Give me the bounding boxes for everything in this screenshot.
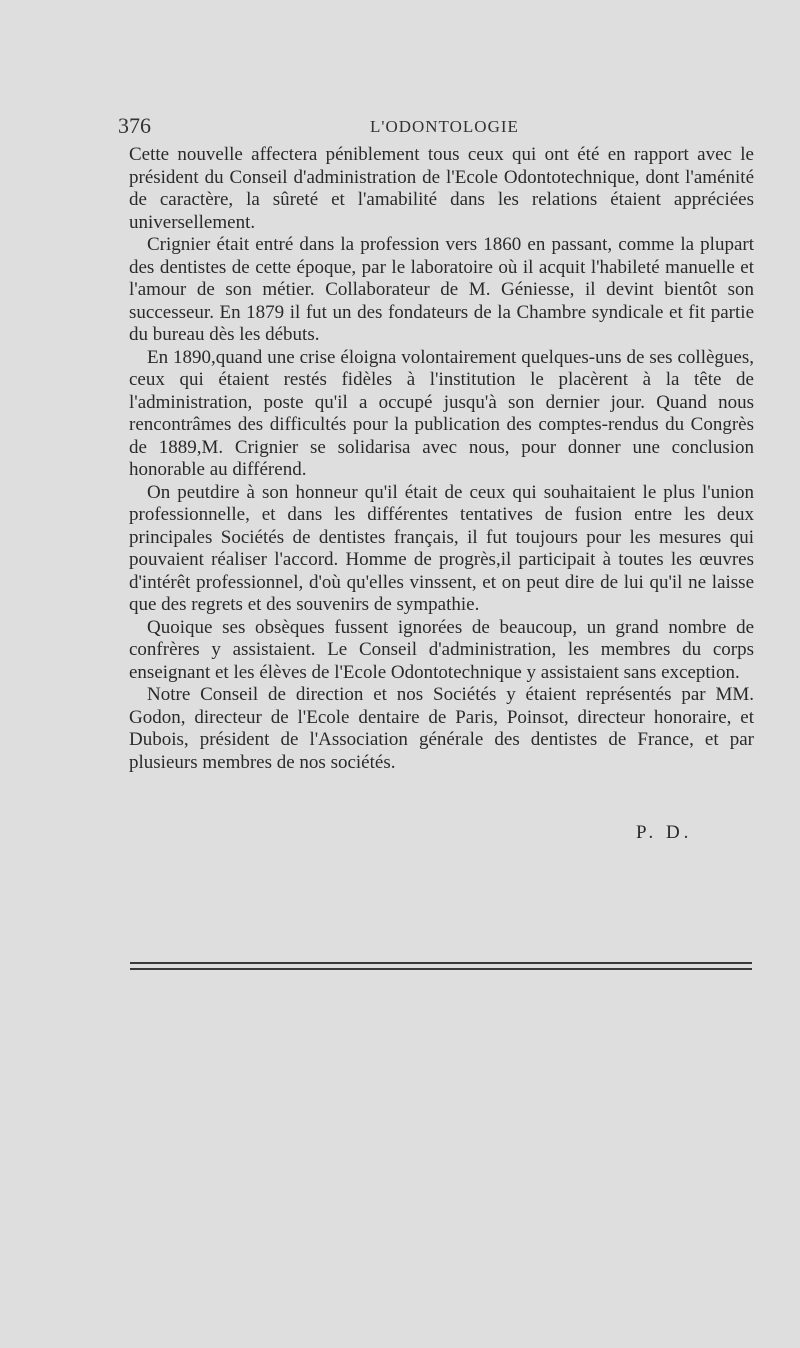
paragraph-1: Cette nouvelle affectera péniblement tous ceux qui ont été en rapport avec le président du Conseil d'administration de l'Ecole Odontotechnique, dont l'aménité de caractère, la sûreté et l'amabilité dans les relations étaient appréciées universellement. <box>129 144 754 233</box>
page-header <box>118 113 758 143</box>
page-number: 376 <box>118 113 151 138</box>
running-title: L'ODONTOLOGIE <box>370 117 519 136</box>
paragraph-3: En 1890,quand une crise éloigna volontairement quelques-uns de ses collègues, ceux qui étaient restés fidèles à l'institution le placèrent à la tête de l'administration, poste qu'il a occupé jusqu'à son dernier jour. Quand nous rencontrâmes des difficultés pour la publication des comptes-rendus du Congrès de 1889,M. Crignier se solidarisa avec nous, pour donner une conclusion honorable au différend. <box>129 346 754 480</box>
section-divider <box>130 962 752 972</box>
paragraph-6: Notre Conseil de direction et nos Sociétés y étaient représentés par MM. Godon, directeur de l'Ecole dentaire de Paris, Poinsot, directeur honoraire, et Dubois, président de l'Association générale des dentistes de France, et par plusieurs membres de nos sociétés. <box>129 684 754 773</box>
paragraph-4: On peutdire à son honneur qu'il était de ceux qui souhaitaient le plus l'union professionnelle, et dans les différentes tentatives de fusion entre les deux principales Sociétés de dentistes français, il fut toujours pour les mesures qui pouvaient réaliser l'accord. Homme de progrès,il participait à toutes les œuvres d'intérêt professionnel, d'où qu'elles vinssent, et on peut dire de lui qu'il ne laisse que des regrets et des souvenirs de sympathie. <box>129 481 754 615</box>
divider-line-bottom <box>130 968 752 970</box>
paragraph-2: Crignier était entré dans la profession vers 1860 en passant, comme la plupart des dentistes de cette époque, par le laboratoire où il acquit l'habileté manuelle et l'amour de son métier. Collaborateur de M. Géniesse, il devint bientôt son successeur. En 1879 il fut un des fondateurs de la Chambre syndicale et fit partie du bureau dès les débuts. <box>129 234 754 345</box>
divider-line-top <box>130 962 752 964</box>
signature: P. D. <box>636 822 693 843</box>
article-body <box>129 144 754 774</box>
paragraph-5: Quoique ses obsèques fussent ignorées de beaucoup, un grand nombre de confrères y assistaient. Le Conseil d'administration, les membres du corps enseignant et les élèves de l'Ecole Odontotechnique y assistaient sans exception. <box>129 616 754 683</box>
